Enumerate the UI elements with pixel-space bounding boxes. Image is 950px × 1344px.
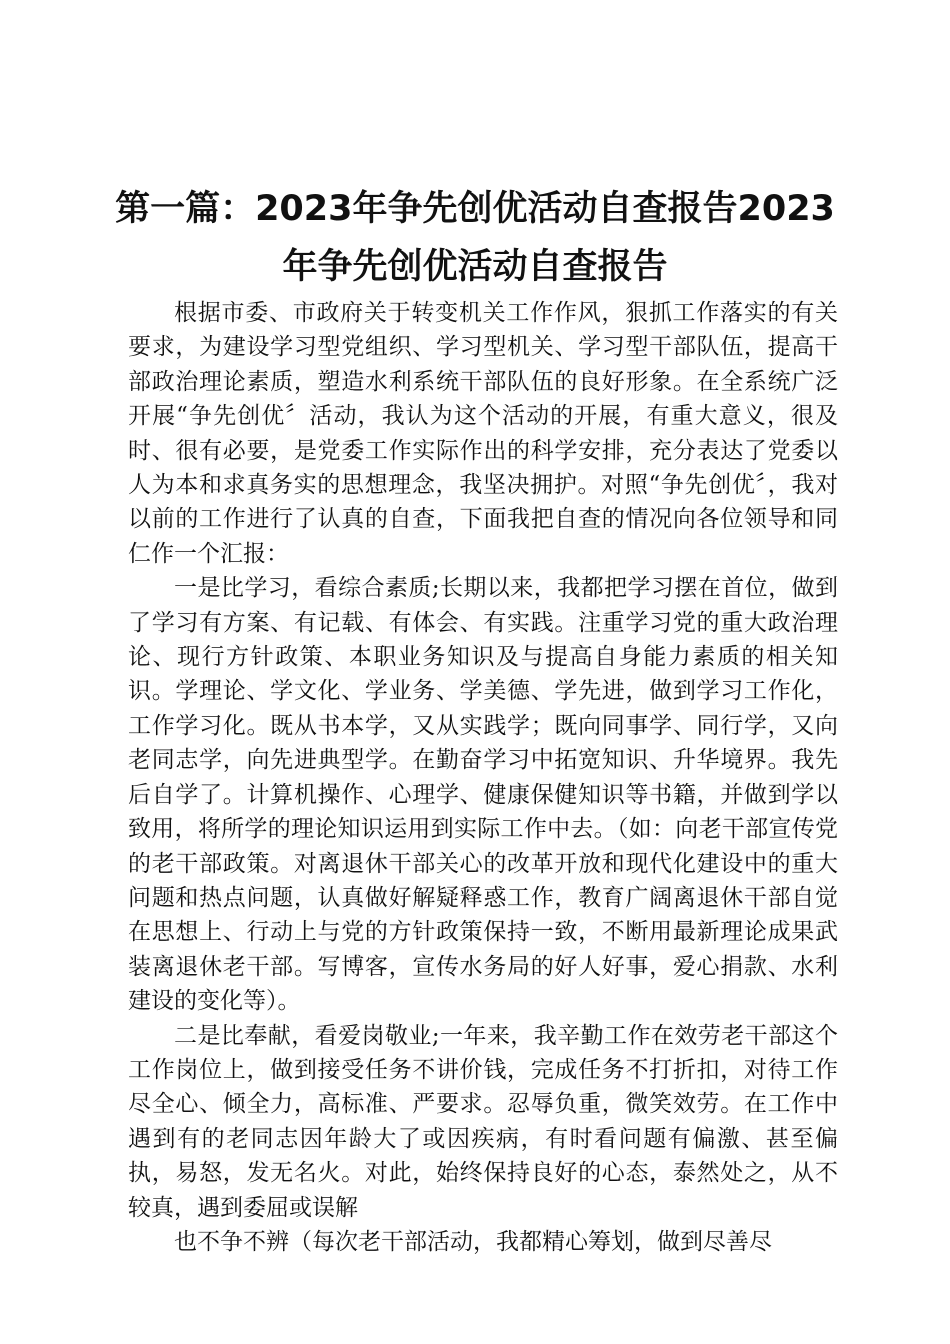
paragraph-dedication: 二是比奉献，看爱岗敬业;一年来，我辛勤工作在效劳老干部这个工作岗位上，做到接受任务不讲价钱，完成任务不打折扣，对待工作尽全心、倾全力，高标准、严要求。忍辱负重，微笑效劳。在工作中遇到有的老同志因年龄大了或因疾病，有时看问题有偏激、甚至偏执，易怒，发无名火。对此，始终保持良好的心态，泰然处之，从不较真，遇到委屈或误解: [128, 1022, 838, 1221]
document-title: 第一篇：2023年争先创优活动自查报告2023年争先创优活动自查报告: [115, 189, 835, 287]
paragraph-study: 一是比学习，看综合素质;长期以来，我都把学习摆在首位，做到了学习有方案、有记载、有体会、有实践。注重学习党的重大政治理论、现行方针政策、本职业务知识及与提高自身能力素质的相关知识。学理论、学文化、学业务、学美德、学先进，做到学习工作化，工作学习化。既从书本学，又从实践学；既向同事学、同行学，又向老同志学，向先进典型学。在勤奋学习中拓宽知识、升华境界。我先后自学了。计算机操作、心理学、健康保健知识等书籍，并做到学以致用，将所学的理论知识运用到实际工作中去。（如：向老干部宣传党的老干部政策。对离退休干部关心的改革开放和现代化建设中的重大问题和热点问题，认真做好解疑释惑工作，教育广阔离退休干部自觉在思想上、行动上与党的方针政策保持一致，不断用最新理论成果武装离退休老干部。写博客，宣传水务局的好人好事，爱心捐款、水利建设的变化等）。: [128, 575, 838, 1015]
paragraph-intro: 根据市委、市政府关于转变机关工作作风，狠抓工作落实的有关要求，为建设学习型党组织、学习型机关、学习型干部队伍，提高干部政治理论素质，塑造水利系统干部队伍的良好形象。在全系统广泛开展“争先创优〞活动，我认为这个活动的开展，有重大意义，很及时、很有必要，是党委工作实际作出的科学安排，充分表达了党委以人为本和求真务实的思想理念，我坚决拥护。对照“争先创优〞，我对以前的工作进行了认真的自查，下面我把自查的情况向各位领导和同仁作一个汇报：: [128, 300, 838, 567]
paragraph-continued: 也不争不辨（每次老干部活动，我都精心筹划，做到尽善尽: [174, 1228, 772, 1255]
document-body: [128, 296, 838, 1259]
